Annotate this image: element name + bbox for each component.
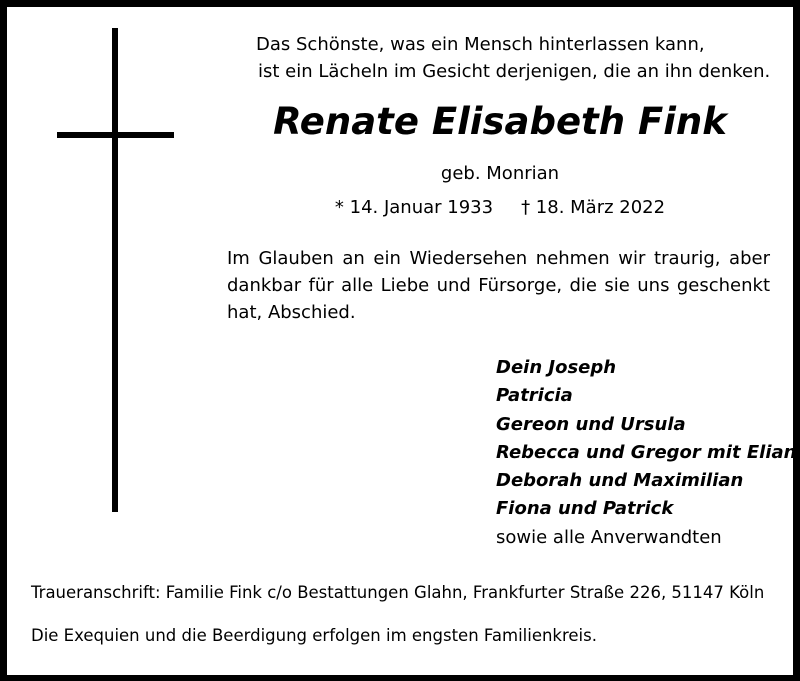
mourner-name: Fiona und Patrick [496,498,674,520]
relatives-line: sowie alle Anverwandten [496,526,722,548]
mourner-name: Patricia [496,385,573,407]
mourners-list [496,354,796,552]
cross-icon-crossbar [57,132,174,138]
mourner-name: Dein Joseph [496,357,617,378]
memorial-quote [256,31,770,85]
cross-icon [112,28,118,512]
maiden-name: geb. Monrian [440,163,560,184]
deceased-name: Renate Elisabeth Fink [273,100,727,143]
quote-line-2: ist ein Lächeln im Gesicht derjenigen, die an ihn denken. [258,61,771,82]
mourner-name: Gereon und Ursula [496,413,686,435]
farewell-message: Im Glauben an ein Wiedersehen nehmen wir traurig, aber dankbar für alle Liebe und Fürsorge, die sie uns geschenkt hat, Abschied. [227,248,770,323]
death-date: † 18. März 2022 [521,197,666,218]
funeral-note: Die Exequien und die Beerdigung erfolgen im engsten Familienkreis. [31,626,597,645]
mourner-name: Deborah und Maximilian [496,470,744,492]
mourning-address: Traueranschrift: Familie Fink c/o Bestattungen Glahn, Frankfurter Straße 226, 51147 Köln [31,583,765,602]
quote-line-1: Das Schönste, was ein Mensch hinterlassen kann, [256,34,705,55]
life-dates [250,197,750,218]
mourner-name: Rebecca und Gregor mit Elian [496,441,797,463]
birth-date: * 14. Januar 1933 [334,197,494,218]
